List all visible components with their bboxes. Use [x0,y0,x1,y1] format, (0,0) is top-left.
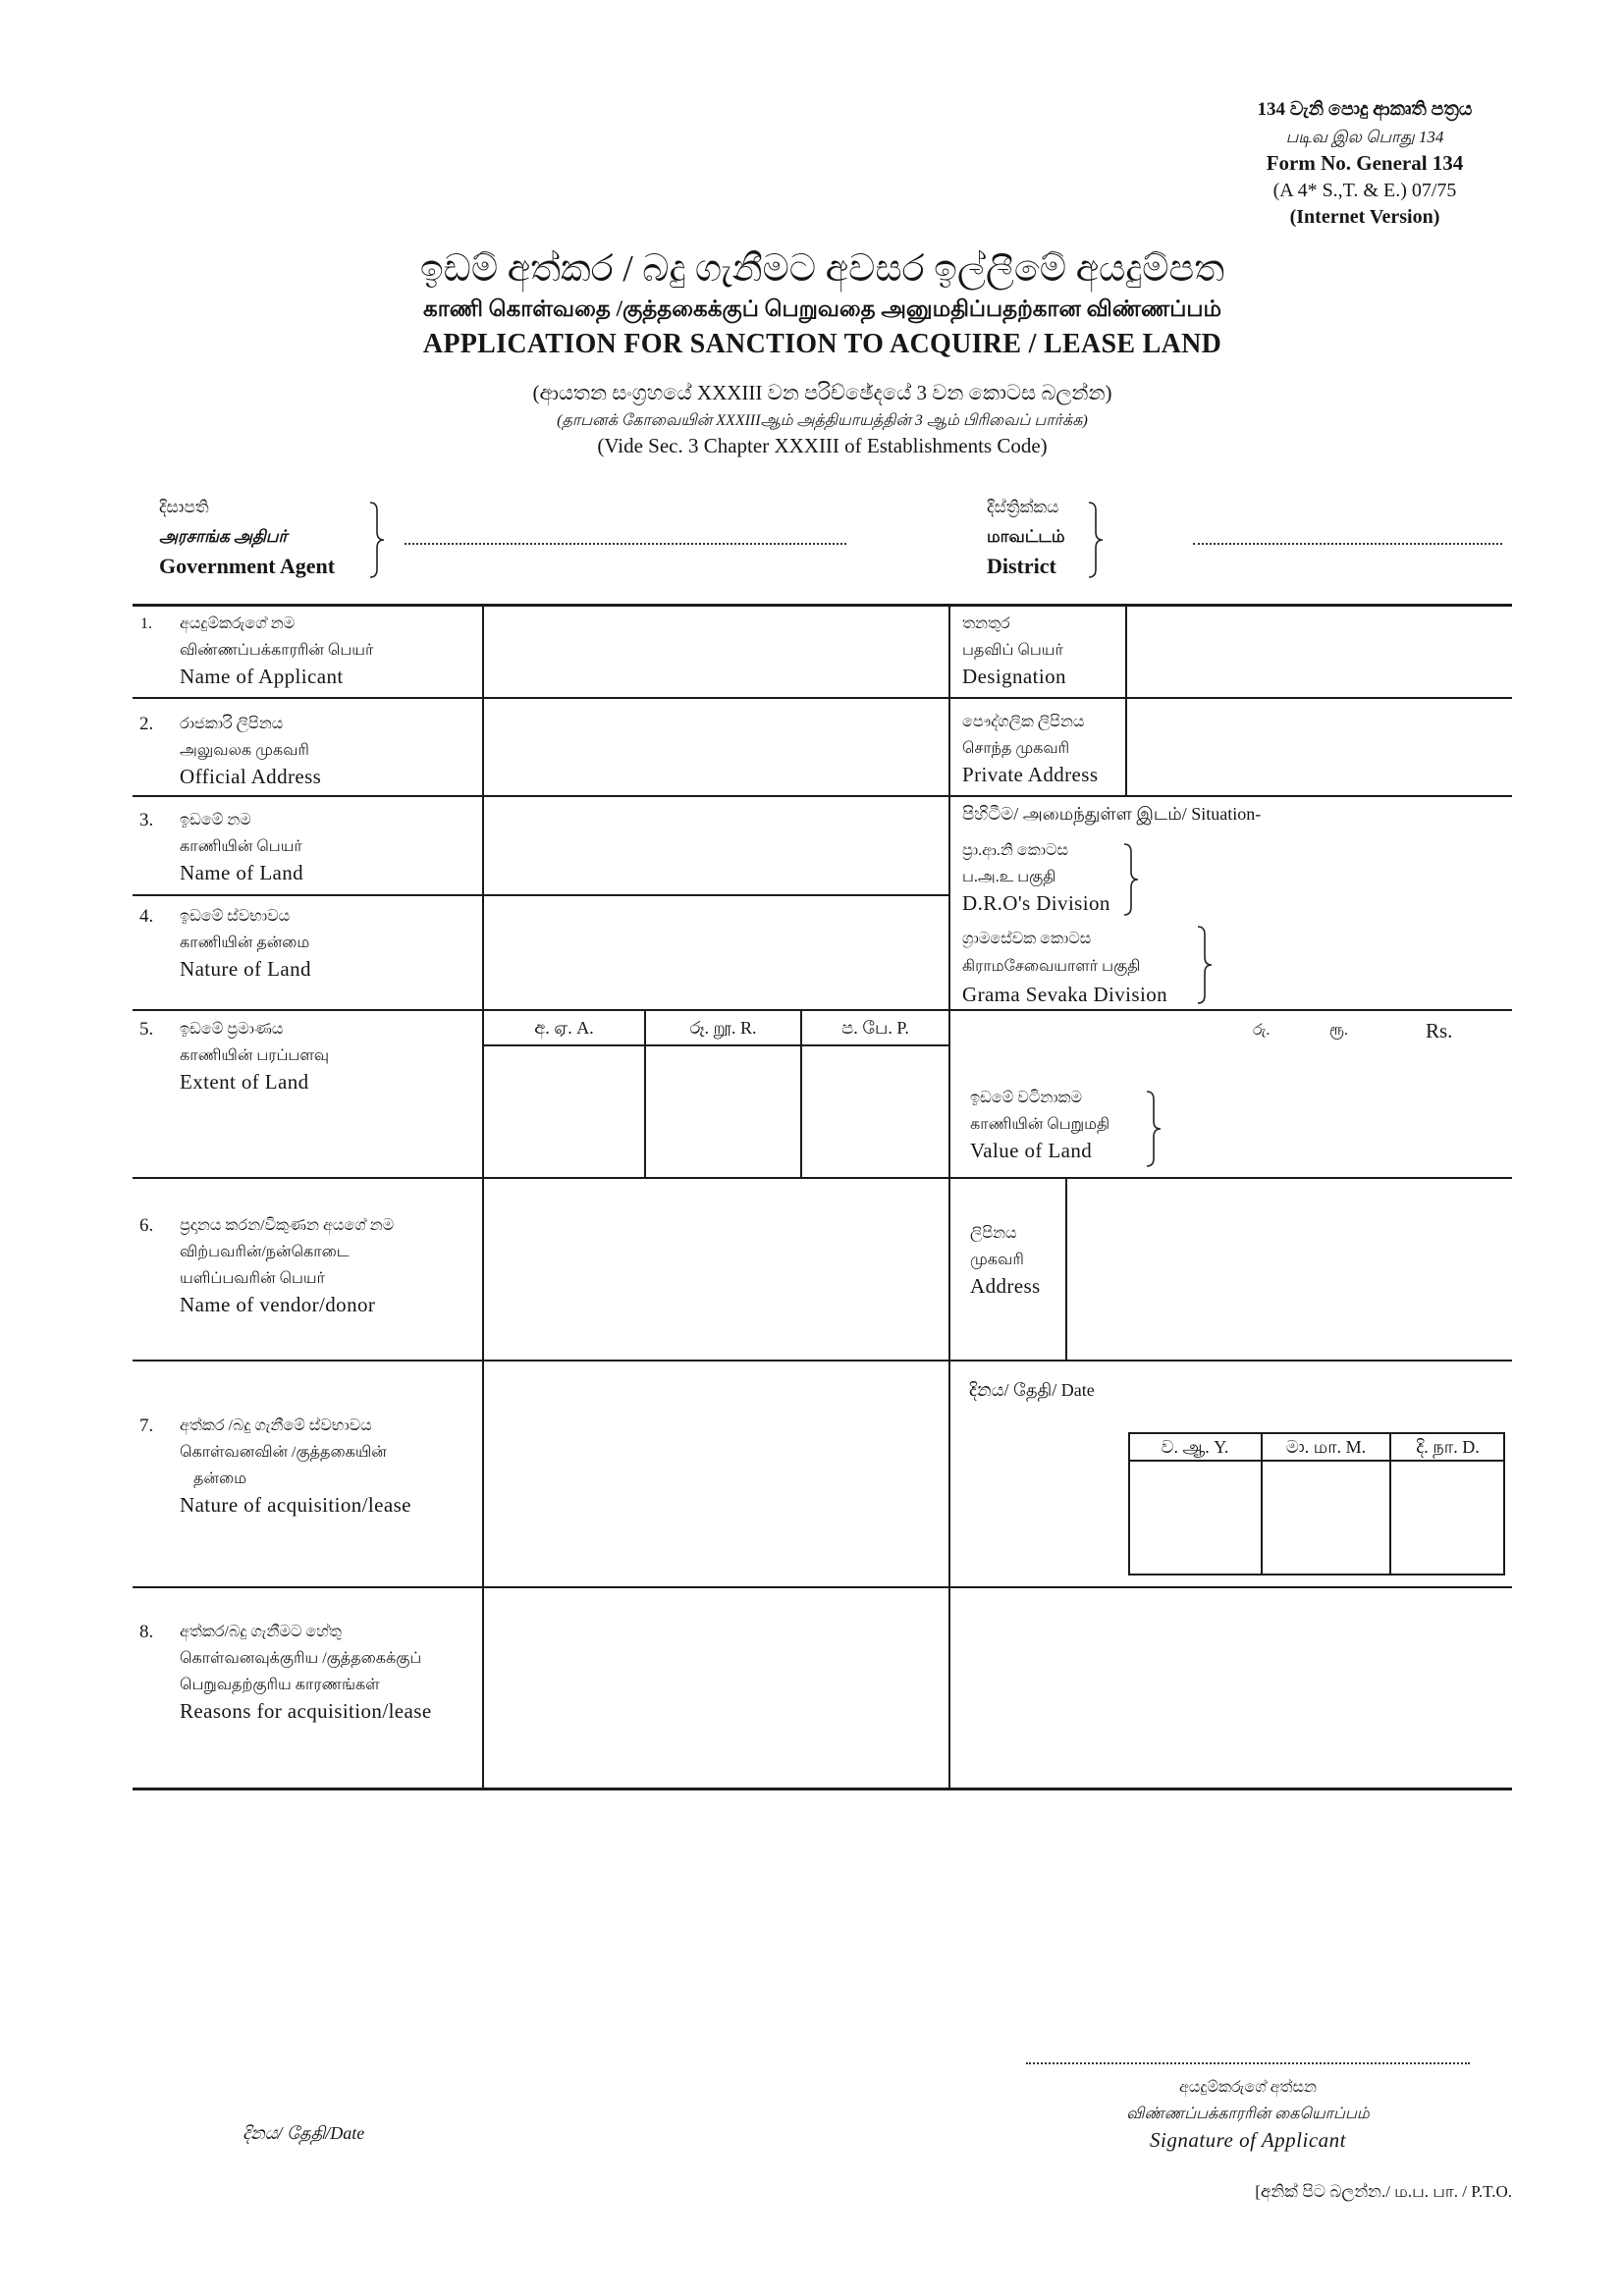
label-sinhala: රාජකාරි ලිපිනය [180,716,284,732]
label-sinhala: අයදුම්කරුගේ අත්සන [1178,2079,1318,2096]
row-number: 6. [139,1215,154,1236]
acquisition-nature-field[interactable] [485,1362,948,1586]
label-sinhala: ඉඩමේ ස්වභාවය [180,908,291,925]
currency-sinhala: රු. [1253,1022,1271,1039]
date-column-month: මා. மா. M. [1285,1437,1367,1457]
column-divider [1125,605,1127,796]
label-tamil: பதவிப் பெயர் [962,642,1063,659]
label-english: Official Address [180,765,322,788]
extent-unit-acres: අ. ஏ. A. [534,1018,594,1038]
private-address-field[interactable] [1128,700,1511,795]
vendor-address-label [970,1220,1041,1300]
label-english: Government Agent [159,554,336,578]
label-tamil: யளிப்பவரின் பெயர் [180,1270,325,1287]
label-sinhala: දිස්ත්‍රික්කය [987,498,1059,516]
page-title-sinhala: ඉඩම් අත්කර / බදු ගැනීමට අවසර ඉල්ලීමේ අයදුම්පත [419,248,1225,290]
label-sinhala: තනතුර [962,615,1010,632]
district-label [987,493,1065,581]
label-tamil: காணியின் பெறுமதி [970,1116,1110,1133]
label-tamil: முகவரி [970,1252,1024,1268]
label-english: Reasons for acquisition/lease [180,1699,432,1723]
brace-icon [1196,925,1217,1005]
label-english: Grama Sevaka Division [962,983,1168,1006]
label-tamil: விண்ணப்பக்காரரின் பெயர் [180,642,374,659]
form-number-sinhala: 134 වැනි පොදු ආකෘති පත්‍රය [1257,99,1473,120]
row-number: 3. [139,810,154,830]
row-divider [133,894,949,896]
brace-icon [1145,1090,1166,1168]
reference-tamil: (தாபனக் கோவையின் XXXIIIஆம் அத்தியாயத்தின் 3 ஆம் பிரிவைப் பார்க்க) [557,412,1088,429]
label-sinhala: ඉඩමේ ප්‍රමාණය [180,1021,284,1038]
label-sinhala: ලිපිනය [970,1225,1017,1242]
official-address-field[interactable] [485,700,948,795]
label-english: Name of Applicant [180,665,344,688]
date-day-field[interactable] [1392,1463,1503,1574]
label-english: District [987,554,1056,578]
label-tamil: தன்மை [193,1470,246,1487]
label-english: Nature of Land [180,957,311,981]
land-value-field[interactable] [1178,1047,1510,1177]
form-number-tamil: படிவ இல பொது 134 [1285,127,1444,146]
row-number: 2. [139,714,154,734]
reference-english: (Vide Sec. 3 Chapter XXXIII of Establishments Code) [597,434,1048,457]
form-version: (Internet Version) [1289,206,1440,228]
gs-division-label [962,926,1167,1008]
column-divider [948,605,950,1789]
label-english: Name of vendor/donor [180,1293,376,1316]
applicant-name-label [180,611,373,690]
currency-english: Rs. [1426,1019,1453,1042]
label-sinhala: ප්‍රා.ආ.නි කොටස [962,842,1069,859]
date-month-field[interactable] [1264,1463,1389,1574]
government-agent-label [159,493,335,581]
row-number: 7. [139,1415,154,1436]
acquisition-reasons-field[interactable] [485,1589,948,1788]
column-divider [482,605,484,1789]
label-english: Value of Land [970,1139,1093,1162]
official-address-label [180,711,321,790]
date-column-day: දි. நா. D. [1416,1437,1480,1457]
label-tamil: கொள்வனவுக்குரிய /குத்தகைக்குப் [180,1650,422,1667]
label-english: Extent of Land [180,1070,309,1094]
label-tamil: அரசாங்க அதிபர் [159,527,288,546]
row-divider [133,1360,1512,1362]
label-sinhala: දිසාපති [159,498,209,516]
label-tamil: விற்பவரின்/நன்கொடை [180,1244,350,1260]
designation-label [962,611,1066,690]
row-number: 1. [140,615,152,632]
perches-field[interactable] [803,1047,948,1177]
brace-icon [1122,842,1144,917]
label-english: Name of Land [180,861,304,884]
address-column-divider [1065,1178,1067,1361]
label-tamil: கொள்வனவின் /குத்தகையின் [180,1444,387,1461]
page-title-english: APPLICATION FOR SANCTION TO ACQUIRE / LEASE LAND [422,329,1222,359]
label-sinhala: පෞද්ගලික ලිපිනය [962,714,1085,730]
value-of-land-label [970,1085,1109,1164]
label-tamil: கிராமசேவையாளர் பகுதி [962,958,1141,975]
label-sinhala: ඉඩමේ නම [180,812,251,828]
label-tamil: அலுவலக முகவரி [180,742,309,759]
label-tamil: ப.அ.உ பகுதி [962,869,1056,885]
footer-date-label: දිනය/ தேதி/Date [243,2123,365,2143]
brace-icon [368,501,388,579]
private-address-label [962,709,1098,788]
label-english: Private Address [962,763,1099,786]
label-tamil: விண்ணப்பக்காரரின் கையொப்பம் [1126,2106,1370,2122]
form-number-block [1208,96,1522,232]
acquisition-reasons-label [180,1619,432,1725]
acquisition-nature-label [180,1413,411,1519]
signature-field[interactable] [1026,2062,1470,2064]
label-english: Designation [962,665,1066,688]
date-column-year: ව. ஆ. Y. [1161,1437,1229,1457]
row-divider [133,697,1512,699]
label-sinhala: අයදුම්කරුගේ නම [180,615,296,632]
page-title-tamil: காணி கொள்வதை /குத்தகைக்குப் பெறுவதை அனுமதிப்பதற்கான விண்ணப்பம் [422,296,1222,321]
brace-icon [1087,501,1107,579]
government-agent-field[interactable] [405,543,846,545]
date-label: දිනය/ தேதி/ Date [969,1380,1095,1400]
label-tamil: காணியின் பெயர் [180,838,302,855]
label-tamil: காணியின் தன்மை [180,934,310,951]
acquisition-reasons-continued-field[interactable] [951,1589,1511,1788]
label-tamil: மாவட்டம் [987,527,1065,546]
currency-tamil: ரூ. [1329,1022,1348,1039]
reference-sinhala: (ආයතන සංග්‍රහයේ XXXIII වන පරිච්ඡේදයේ 3 වන කොටස බලන්න) [532,381,1112,404]
land-extent-label [180,1016,329,1095]
label-english: Signature of Applicant [1150,2128,1346,2152]
roods-field[interactable] [646,1047,800,1177]
label-sinhala: ප්‍රදානය කරන/විකුණන අයගේ නම [180,1217,395,1234]
extent-unit-perches: ප. பே. P. [841,1018,909,1038]
acres-field[interactable] [485,1047,644,1177]
label-sinhala: ග්‍රාමසේවක කොටස [962,931,1092,947]
vendor-name-field[interactable] [485,1180,948,1360]
designation-field[interactable] [1128,607,1511,697]
row-divider [133,1177,1512,1179]
label-sinhala: අත්කර /බදු ගැනීමේ ස්වභාවය [180,1417,372,1434]
form-number-english: Form No. General 134 [1266,151,1464,175]
vendor-address-field[interactable] [1068,1180,1510,1360]
table-bottom-border [133,1788,1512,1790]
land-nature-label [180,903,311,983]
land-nature-field[interactable] [485,897,948,1009]
page-turn-note: [අනික් පිට බලන්න./ ம.ப. பா. / P.T.O. [1255,2182,1512,2201]
gs-division-field[interactable] [1227,947,1510,983]
row-number: 5. [139,1019,154,1040]
row-divider [133,795,1512,797]
applicant-name-field[interactable] [485,607,948,697]
dro-division-field[interactable] [1159,859,1510,894]
land-name-label [180,807,303,886]
situation-label: පිහිටීම/ அமைந்துள்ள இடம்/ Situation- [962,804,1262,824]
label-sinhala: ඉඩමේ වටිනාකම [970,1090,1083,1106]
label-tamil: சொந்த முகவரி [962,740,1070,757]
row-divider [133,1586,1512,1588]
dro-division-label [962,837,1110,917]
label-english: Address [970,1274,1041,1298]
row-number: 8. [139,1622,154,1642]
land-name-field[interactable] [485,798,948,894]
label-english: D.R.O's Division [962,891,1110,915]
form-code: (A 4* S.,T. & E.) 07/75 [1272,179,1457,201]
label-tamil: பெறுவதற்குரிய காரணங்கள் [180,1677,380,1693]
row-number: 4. [139,906,154,927]
label-sinhala: අත්කර/බදු ගැනීමට හේතු [180,1624,342,1640]
extent-unit-roods: රූ. றூ. R. [689,1018,757,1038]
label-english: Nature of acquisition/lease [180,1493,411,1517]
date-year-field[interactable] [1130,1463,1261,1574]
label-tamil: காணியின் பரப்பளவு [180,1047,330,1064]
signature-label [1052,2074,1444,2154]
vendor-name-label [180,1212,394,1318]
district-field[interactable] [1193,543,1502,545]
